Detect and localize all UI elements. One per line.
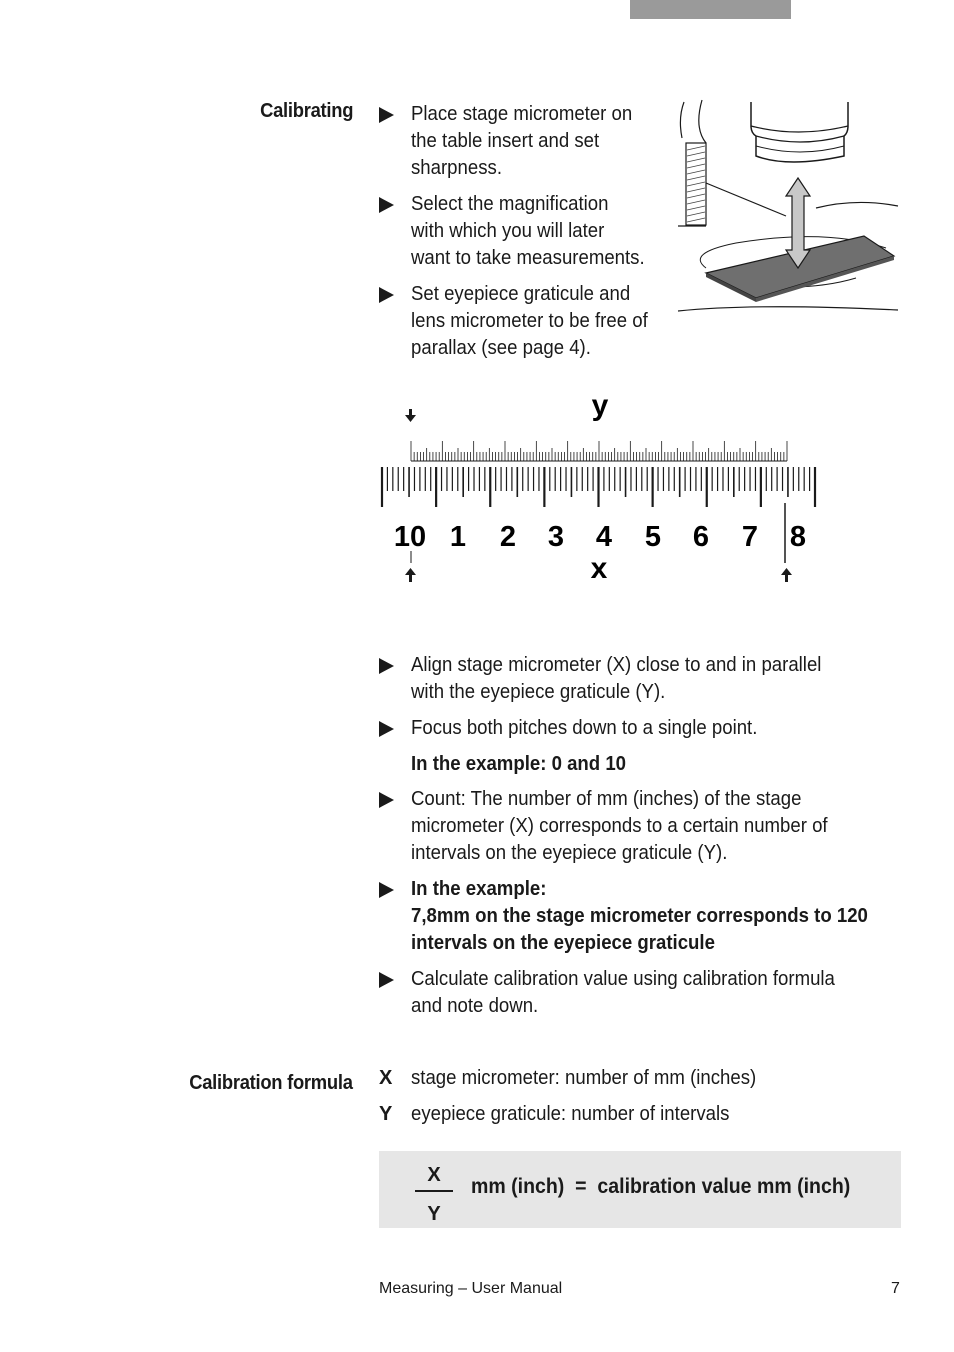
example-text: 7,8mm on the stage micrometer corresponds to 120 intervals on the eyepiece graticule [411,905,868,954]
step-calculate [379,966,909,1020]
formula-denominator: Y [427,1203,441,1225]
up-arrow-icon [781,568,792,582]
definition-x [379,1065,859,1092]
section-label-calibrating: Calibrating [259,100,353,122]
footer-title: Measuring – User Manual [379,1280,563,1297]
step-text: Select the magnification with which you will later want to take measurements. [411,193,645,269]
step-text: Place stage micrometer on the table insert and set sharpness. [411,103,633,179]
definition-symbol-x: X [379,1067,393,1089]
step-text: Focus both pitches down to a single point. [411,717,758,739]
scale-number: 2 [499,521,517,553]
step-focus [379,715,899,742]
formula-box [379,1151,901,1228]
definition-text: stage micrometer: number of mm (inches) [411,1067,757,1089]
header-tab [630,0,791,19]
scale-number: 3 [547,521,565,553]
bullet-arrow-icon [379,107,394,123]
step-count [379,786,899,867]
example-note [379,751,899,778]
step-select-magnification [379,191,679,272]
scale-number: 6 [692,521,710,553]
definition-text: eyepiece graticule: number of intervals [411,1103,730,1125]
scale-number: 10 [393,521,427,553]
bullet-arrow-icon [379,197,394,213]
fraction-bar [415,1190,453,1192]
step-align [379,652,899,706]
step-text: Set eyepiece graticule and lens micrometer to be free of parallax (see page 4). [411,283,648,359]
formula-numerator: X [427,1164,441,1186]
section-label-formula: Calibration formula [189,1072,353,1094]
graticule-scale-illustration [378,385,828,590]
example-title: In the example: [411,878,547,900]
step-set-graticule [379,281,679,362]
step-text: Count: The number of mm (inches) of the stage micrometer (X) corresponds to a certain number of intervals on the eyepiece graticule (Y). [411,788,828,864]
definition-symbol-y: Y [379,1103,393,1125]
bullet-arrow-icon [379,287,394,303]
step-example [379,876,909,957]
scale-number: 5 [644,521,662,553]
stage-micrometer-ticks [382,467,815,507]
scale-number: 1 [449,521,467,553]
scale-number: 8 [789,521,807,553]
x-axis-label: x [590,552,608,585]
bullet-arrow-icon [379,721,394,737]
step-text: Align stage micrometer (X) close to and in parallel with the eyepiece graticule (Y). [411,654,822,703]
step-place-micrometer [379,101,679,182]
formula-expression: mm (inch) = calibration value mm (inch) [471,1175,851,1198]
eyepiece-graticule-ticks [411,441,787,461]
example-note-text: In the example: 0 and 10 [411,753,627,775]
y-axis-label: y [591,389,609,422]
bullet-arrow-icon [379,882,394,898]
step-text: Calculate calibration value using calibration formula and note down. [411,968,835,1017]
bullet-arrow-icon [379,792,394,808]
scale-number: 7 [741,521,759,553]
page-number: 7 [891,1280,900,1297]
definition-y [379,1101,859,1128]
scale-number: 4 [595,521,613,553]
bullet-arrow-icon [379,972,394,988]
down-arrow-icon [405,409,416,422]
bullet-arrow-icon [379,658,394,674]
microscope-illustration [676,98,902,328]
up-arrow-icon [405,568,416,582]
